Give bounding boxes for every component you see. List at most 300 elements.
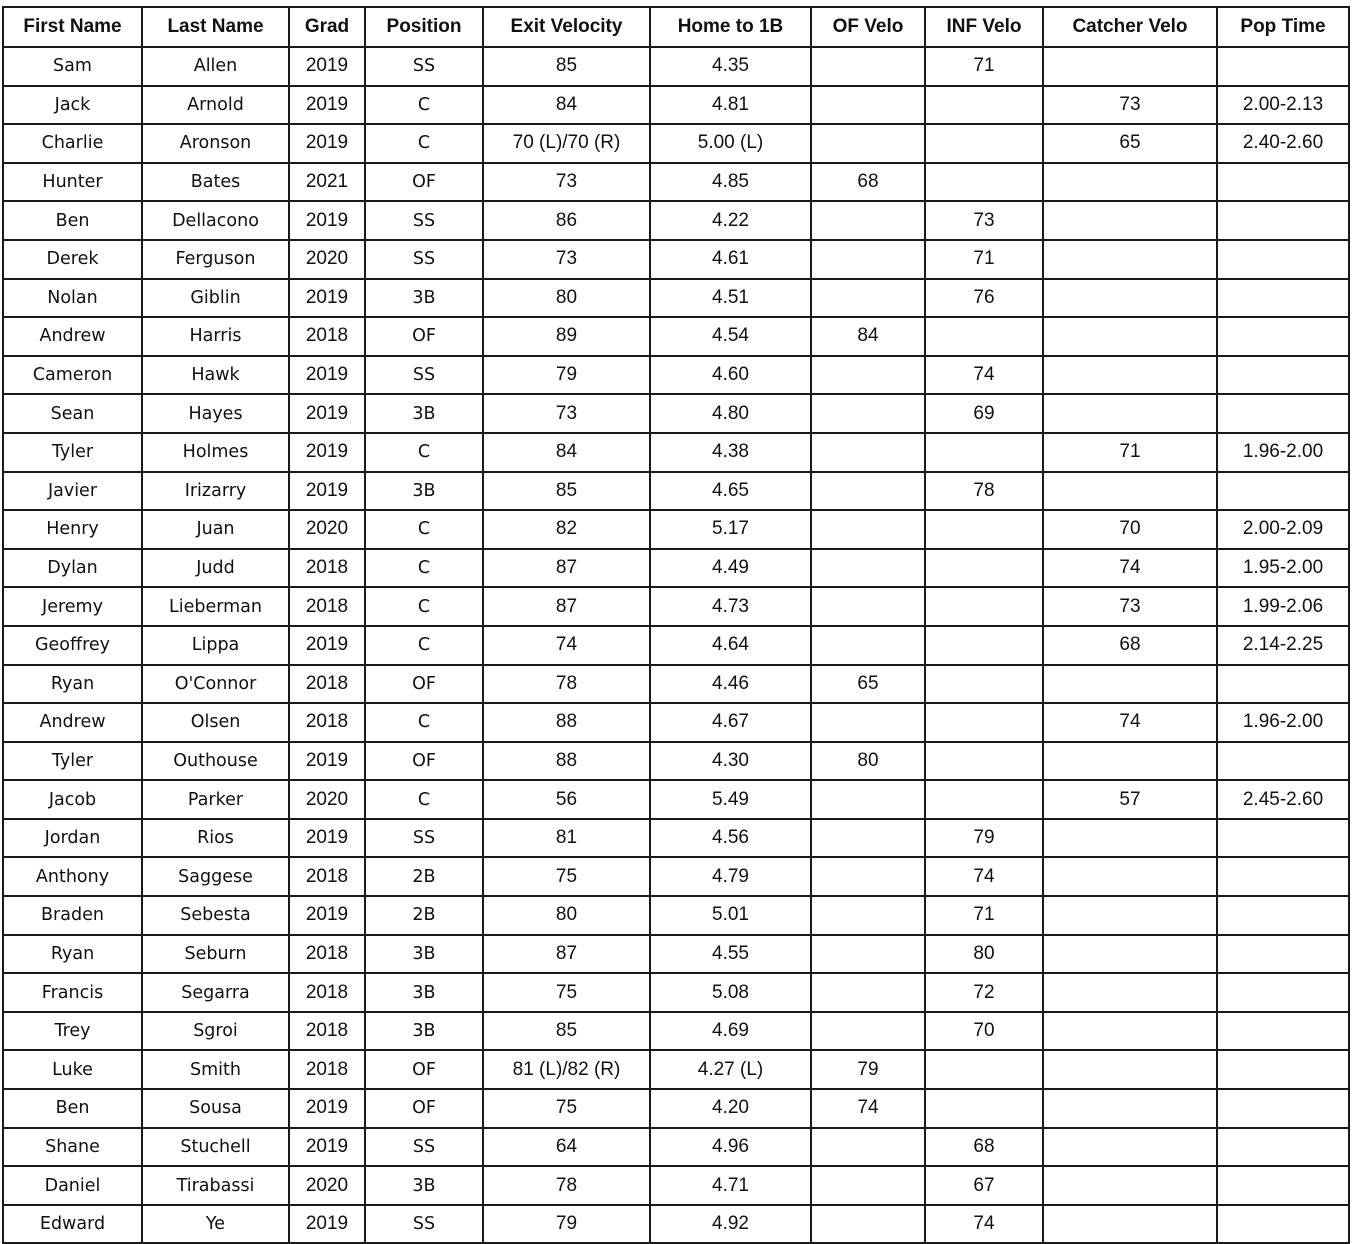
table-row	[3, 1012, 1349, 1051]
cell-inf-velo: 73	[925, 201, 1043, 240]
cell-catcher-velo	[1043, 819, 1217, 858]
column-header-of-velo: OF Velo	[811, 7, 925, 47]
cell-last-name: Sebesta	[142, 896, 289, 935]
table-row	[3, 1166, 1349, 1205]
cell-of-velo	[811, 780, 925, 819]
cell-last-name: Outhouse	[142, 742, 289, 781]
cell-exit-velocity: 89	[483, 317, 650, 356]
cell-of-velo	[811, 587, 925, 626]
cell-inf-velo: 71	[925, 896, 1043, 935]
column-header-pop-time: Pop Time	[1217, 7, 1349, 47]
cell-exit-velocity: 56	[483, 780, 650, 819]
cell-catcher-velo	[1043, 857, 1217, 896]
cell-pop-time	[1217, 356, 1349, 395]
cell-grad: 2020	[289, 240, 365, 279]
cell-of-velo	[811, 896, 925, 935]
cell-inf-velo	[925, 703, 1043, 742]
cell-inf-velo	[925, 433, 1043, 472]
cell-home-to-1b: 5.01	[650, 896, 811, 935]
table-row	[3, 935, 1349, 974]
cell-catcher-velo	[1043, 1050, 1217, 1089]
cell-catcher-velo: 70	[1043, 510, 1217, 549]
cell-grad: 2019	[289, 1205, 365, 1244]
cell-position: C	[365, 510, 483, 549]
cell-of-velo: 65	[811, 665, 925, 704]
column-header-first-name: First Name	[3, 7, 142, 47]
cell-inf-velo: 78	[925, 472, 1043, 511]
cell-exit-velocity: 84	[483, 433, 650, 472]
cell-home-to-1b: 4.27 (L)	[650, 1050, 811, 1089]
cell-inf-velo	[925, 780, 1043, 819]
cell-home-to-1b: 5.49	[650, 780, 811, 819]
cell-first-name: Charlie	[3, 124, 142, 163]
cell-home-to-1b: 4.73	[650, 587, 811, 626]
cell-grad: 2018	[289, 973, 365, 1012]
cell-catcher-velo: 74	[1043, 703, 1217, 742]
cell-pop-time: 2.00-2.13	[1217, 86, 1349, 125]
cell-home-to-1b: 4.80	[650, 394, 811, 433]
cell-catcher-velo: 71	[1043, 433, 1217, 472]
cell-pop-time	[1217, 857, 1349, 896]
cell-position: 2B	[365, 896, 483, 935]
cell-home-to-1b: 4.85	[650, 163, 811, 202]
cell-of-velo: 79	[811, 1050, 925, 1089]
cell-inf-velo: 68	[925, 1128, 1043, 1167]
cell-first-name: Trey	[3, 1012, 142, 1051]
cell-exit-velocity: 88	[483, 703, 650, 742]
cell-last-name: Segarra	[142, 973, 289, 1012]
table-row	[3, 819, 1349, 858]
cell-exit-velocity: 73	[483, 394, 650, 433]
cell-position: 3B	[365, 973, 483, 1012]
cell-last-name: Tirabassi	[142, 1166, 289, 1205]
table-row	[3, 394, 1349, 433]
cell-position: SS	[365, 356, 483, 395]
cell-position: 3B	[365, 1012, 483, 1051]
cell-exit-velocity: 78	[483, 1166, 650, 1205]
cell-of-velo	[811, 201, 925, 240]
cell-grad: 2019	[289, 472, 365, 511]
cell-inf-velo: 67	[925, 1166, 1043, 1205]
cell-exit-velocity: 87	[483, 587, 650, 626]
cell-of-velo: 74	[811, 1089, 925, 1128]
cell-catcher-velo	[1043, 1089, 1217, 1128]
cell-exit-velocity: 75	[483, 973, 650, 1012]
cell-position: C	[365, 626, 483, 665]
cell-home-to-1b: 4.71	[650, 1166, 811, 1205]
cell-catcher-velo: 65	[1043, 124, 1217, 163]
cell-grad: 2019	[289, 201, 365, 240]
cell-of-velo	[811, 510, 925, 549]
cell-first-name: Sean	[3, 394, 142, 433]
cell-exit-velocity: 70 (L)/70 (R)	[483, 124, 650, 163]
cell-home-to-1b: 4.20	[650, 1089, 811, 1128]
cell-last-name: O'Connor	[142, 665, 289, 704]
cell-inf-velo	[925, 587, 1043, 626]
cell-catcher-velo	[1043, 1205, 1217, 1244]
cell-inf-velo: 76	[925, 279, 1043, 318]
cell-catcher-velo	[1043, 1012, 1217, 1051]
cell-position: C	[365, 587, 483, 626]
cell-of-velo	[811, 472, 925, 511]
column-header-home-to-1b: Home to 1B	[650, 7, 811, 47]
table-row	[3, 587, 1349, 626]
cell-grad: 2019	[289, 394, 365, 433]
cell-pop-time	[1217, 896, 1349, 935]
cell-pop-time: 1.95-2.00	[1217, 549, 1349, 588]
cell-exit-velocity: 75	[483, 1089, 650, 1128]
cell-last-name: Seburn	[142, 935, 289, 974]
cell-exit-velocity: 80	[483, 896, 650, 935]
cell-first-name: Luke	[3, 1050, 142, 1089]
cell-catcher-velo	[1043, 163, 1217, 202]
cell-grad: 2019	[289, 124, 365, 163]
cell-exit-velocity: 78	[483, 665, 650, 704]
cell-exit-velocity: 87	[483, 935, 650, 974]
cell-last-name: Juan	[142, 510, 289, 549]
cell-last-name: Arnold	[142, 86, 289, 125]
cell-position: SS	[365, 201, 483, 240]
cell-of-velo	[811, 973, 925, 1012]
cell-position: C	[365, 703, 483, 742]
cell-position: C	[365, 86, 483, 125]
cell-grad: 2019	[289, 896, 365, 935]
cell-last-name: Judd	[142, 549, 289, 588]
cell-inf-velo	[925, 549, 1043, 588]
cell-position: 3B	[365, 935, 483, 974]
cell-home-to-1b: 4.67	[650, 703, 811, 742]
cell-last-name: Stuchell	[142, 1128, 289, 1167]
cell-first-name: Tyler	[3, 433, 142, 472]
table-row	[3, 780, 1349, 819]
table-row	[3, 163, 1349, 202]
cell-of-velo	[811, 935, 925, 974]
table-row	[3, 626, 1349, 665]
cell-home-to-1b: 5.00 (L)	[650, 124, 811, 163]
cell-inf-velo	[925, 317, 1043, 356]
cell-pop-time	[1217, 201, 1349, 240]
cell-of-velo	[811, 626, 925, 665]
table-row	[3, 1205, 1349, 1244]
cell-grad: 2018	[289, 703, 365, 742]
table-row	[3, 549, 1349, 588]
cell-inf-velo	[925, 86, 1043, 125]
cell-of-velo	[811, 394, 925, 433]
table-row	[3, 472, 1349, 511]
cell-pop-time	[1217, 1205, 1349, 1244]
cell-last-name: Lieberman	[142, 587, 289, 626]
cell-pop-time	[1217, 665, 1349, 704]
cell-grad: 2020	[289, 510, 365, 549]
table-body	[3, 47, 1349, 1243]
cell-first-name: Daniel	[3, 1166, 142, 1205]
cell-last-name: Harris	[142, 317, 289, 356]
cell-home-to-1b: 4.51	[650, 279, 811, 318]
cell-grad: 2019	[289, 356, 365, 395]
table-row	[3, 703, 1349, 742]
player-stats-table	[2, 6, 1350, 1244]
cell-position: 3B	[365, 394, 483, 433]
cell-grad: 2018	[289, 317, 365, 356]
cell-catcher-velo	[1043, 665, 1217, 704]
cell-exit-velocity: 82	[483, 510, 650, 549]
cell-inf-velo	[925, 626, 1043, 665]
cell-of-velo	[811, 549, 925, 588]
cell-exit-velocity: 80	[483, 279, 650, 318]
cell-pop-time: 1.96-2.00	[1217, 433, 1349, 472]
cell-home-to-1b: 4.81	[650, 86, 811, 125]
table-row	[3, 742, 1349, 781]
cell-last-name: Hawk	[142, 356, 289, 395]
cell-first-name: Hunter	[3, 163, 142, 202]
cell-last-name: Allen	[142, 47, 289, 86]
table-row	[3, 124, 1349, 163]
table-row	[3, 1089, 1349, 1128]
table-row	[3, 279, 1349, 318]
cell-position: SS	[365, 819, 483, 858]
cell-position: SS	[365, 1205, 483, 1244]
cell-first-name: Braden	[3, 896, 142, 935]
cell-inf-velo: 74	[925, 356, 1043, 395]
cell-first-name: Jacob	[3, 780, 142, 819]
cell-last-name: Rios	[142, 819, 289, 858]
cell-first-name: Nolan	[3, 279, 142, 318]
cell-inf-velo	[925, 742, 1043, 781]
cell-first-name: Ben	[3, 201, 142, 240]
cell-last-name: Irizarry	[142, 472, 289, 511]
cell-pop-time	[1217, 47, 1349, 86]
cell-catcher-velo	[1043, 1128, 1217, 1167]
cell-last-name: Lippa	[142, 626, 289, 665]
table-row	[3, 356, 1349, 395]
cell-pop-time	[1217, 279, 1349, 318]
cell-home-to-1b: 4.46	[650, 665, 811, 704]
cell-exit-velocity: 88	[483, 742, 650, 781]
cell-last-name: Giblin	[142, 279, 289, 318]
column-header-exit-velocity: Exit Velocity	[483, 7, 650, 47]
cell-catcher-velo	[1043, 935, 1217, 974]
cell-of-velo: 84	[811, 317, 925, 356]
cell-home-to-1b: 4.96	[650, 1128, 811, 1167]
cell-pop-time	[1217, 394, 1349, 433]
table-row	[3, 433, 1349, 472]
cell-first-name: Ryan	[3, 935, 142, 974]
cell-position: OF	[365, 163, 483, 202]
cell-catcher-velo	[1043, 1166, 1217, 1205]
cell-first-name: Jordan	[3, 819, 142, 858]
cell-exit-velocity: 79	[483, 1205, 650, 1244]
cell-first-name: Andrew	[3, 703, 142, 742]
cell-position: C	[365, 124, 483, 163]
cell-first-name: Cameron	[3, 356, 142, 395]
cell-exit-velocity: 79	[483, 356, 650, 395]
cell-inf-velo	[925, 665, 1043, 704]
cell-inf-velo: 74	[925, 857, 1043, 896]
cell-of-velo	[811, 47, 925, 86]
cell-pop-time: 1.99-2.06	[1217, 587, 1349, 626]
cell-grad: 2019	[289, 433, 365, 472]
cell-last-name: Ferguson	[142, 240, 289, 279]
column-header-inf-velo: INF Velo	[925, 7, 1043, 47]
cell-first-name: Edward	[3, 1205, 142, 1244]
cell-home-to-1b: 4.65	[650, 472, 811, 511]
cell-position: SS	[365, 1128, 483, 1167]
table-row	[3, 510, 1349, 549]
cell-home-to-1b: 4.61	[650, 240, 811, 279]
cell-position: OF	[365, 665, 483, 704]
cell-last-name: Dellacono	[142, 201, 289, 240]
cell-exit-velocity: 85	[483, 1012, 650, 1051]
cell-last-name: Bates	[142, 163, 289, 202]
cell-catcher-velo: 57	[1043, 780, 1217, 819]
cell-first-name: Jeremy	[3, 587, 142, 626]
cell-first-name: Geoffrey	[3, 626, 142, 665]
cell-catcher-velo	[1043, 201, 1217, 240]
cell-inf-velo	[925, 124, 1043, 163]
cell-grad: 2018	[289, 935, 365, 974]
cell-first-name: Derek	[3, 240, 142, 279]
cell-first-name: Sam	[3, 47, 142, 86]
cell-home-to-1b: 4.54	[650, 317, 811, 356]
cell-home-to-1b: 4.38	[650, 433, 811, 472]
cell-exit-velocity: 73	[483, 240, 650, 279]
cell-of-velo	[811, 356, 925, 395]
cell-last-name: Smith	[142, 1050, 289, 1089]
cell-of-velo	[811, 279, 925, 318]
cell-inf-velo: 70	[925, 1012, 1043, 1051]
cell-last-name: Aronson	[142, 124, 289, 163]
cell-catcher-velo	[1043, 742, 1217, 781]
cell-of-velo	[811, 124, 925, 163]
cell-position: OF	[365, 317, 483, 356]
cell-catcher-velo	[1043, 394, 1217, 433]
table-row	[3, 1050, 1349, 1089]
cell-catcher-velo: 73	[1043, 86, 1217, 125]
cell-first-name: Dylan	[3, 549, 142, 588]
cell-home-to-1b: 4.64	[650, 626, 811, 665]
cell-catcher-velo	[1043, 973, 1217, 1012]
cell-of-velo	[811, 819, 925, 858]
cell-home-to-1b: 4.35	[650, 47, 811, 86]
cell-of-velo	[811, 433, 925, 472]
table-row	[3, 86, 1349, 125]
cell-inf-velo: 71	[925, 240, 1043, 279]
cell-exit-velocity: 84	[483, 86, 650, 125]
cell-of-velo	[811, 240, 925, 279]
cell-of-velo	[811, 857, 925, 896]
cell-last-name: Holmes	[142, 433, 289, 472]
cell-first-name: Shane	[3, 1128, 142, 1167]
cell-pop-time	[1217, 1050, 1349, 1089]
cell-pop-time	[1217, 1128, 1349, 1167]
cell-position: SS	[365, 47, 483, 86]
cell-position: 3B	[365, 1166, 483, 1205]
cell-grad: 2019	[289, 742, 365, 781]
cell-position: C	[365, 549, 483, 588]
cell-catcher-velo	[1043, 472, 1217, 511]
cell-grad: 2018	[289, 1012, 365, 1051]
cell-of-velo	[811, 1128, 925, 1167]
column-header-last-name: Last Name	[142, 7, 289, 47]
cell-exit-velocity: 74	[483, 626, 650, 665]
column-header-grad: Grad	[289, 7, 365, 47]
cell-pop-time	[1217, 819, 1349, 858]
cell-first-name: Tyler	[3, 742, 142, 781]
cell-grad: 2019	[289, 1089, 365, 1128]
cell-first-name: Francis	[3, 973, 142, 1012]
cell-pop-time	[1217, 935, 1349, 974]
cell-last-name: Sousa	[142, 1089, 289, 1128]
cell-exit-velocity: 64	[483, 1128, 650, 1167]
cell-pop-time	[1217, 1012, 1349, 1051]
cell-last-name: Olsen	[142, 703, 289, 742]
cell-grad: 2019	[289, 47, 365, 86]
cell-position: OF	[365, 1050, 483, 1089]
cell-first-name: Javier	[3, 472, 142, 511]
table-row	[3, 973, 1349, 1012]
cell-home-to-1b: 5.17	[650, 510, 811, 549]
cell-grad: 2019	[289, 819, 365, 858]
cell-home-to-1b: 5.08	[650, 973, 811, 1012]
cell-first-name: Jack	[3, 86, 142, 125]
cell-catcher-velo	[1043, 47, 1217, 86]
cell-home-to-1b: 4.49	[650, 549, 811, 588]
cell-of-velo	[811, 1012, 925, 1051]
cell-catcher-velo	[1043, 279, 1217, 318]
cell-pop-time	[1217, 472, 1349, 511]
cell-catcher-velo: 73	[1043, 587, 1217, 626]
cell-grad: 2020	[289, 1166, 365, 1205]
cell-home-to-1b: 4.56	[650, 819, 811, 858]
table-row	[3, 47, 1349, 86]
cell-exit-velocity: 87	[483, 549, 650, 588]
cell-catcher-velo	[1043, 317, 1217, 356]
cell-position: 3B	[365, 472, 483, 511]
cell-of-velo	[811, 1166, 925, 1205]
cell-inf-velo: 80	[925, 935, 1043, 974]
table-row	[3, 665, 1349, 704]
cell-inf-velo	[925, 510, 1043, 549]
cell-inf-velo: 69	[925, 394, 1043, 433]
cell-home-to-1b: 4.30	[650, 742, 811, 781]
cell-grad: 2020	[289, 780, 365, 819]
cell-inf-velo: 79	[925, 819, 1043, 858]
cell-pop-time	[1217, 973, 1349, 1012]
cell-position: OF	[365, 1089, 483, 1128]
cell-exit-velocity: 85	[483, 472, 650, 511]
cell-inf-velo	[925, 1050, 1043, 1089]
cell-first-name: Ryan	[3, 665, 142, 704]
cell-catcher-velo: 74	[1043, 549, 1217, 588]
cell-pop-time: 2.40-2.60	[1217, 124, 1349, 163]
cell-home-to-1b: 4.79	[650, 857, 811, 896]
cell-home-to-1b: 4.92	[650, 1205, 811, 1244]
cell-home-to-1b: 4.69	[650, 1012, 811, 1051]
column-header-catcher-velo: Catcher Velo	[1043, 7, 1217, 47]
cell-exit-velocity: 75	[483, 857, 650, 896]
cell-position: OF	[365, 742, 483, 781]
cell-of-velo: 68	[811, 163, 925, 202]
cell-catcher-velo	[1043, 356, 1217, 395]
cell-pop-time: 2.45-2.60	[1217, 780, 1349, 819]
cell-grad: 2018	[289, 665, 365, 704]
cell-last-name: Parker	[142, 780, 289, 819]
table-row	[3, 240, 1349, 279]
cell-home-to-1b: 4.22	[650, 201, 811, 240]
cell-grad: 2018	[289, 1050, 365, 1089]
cell-pop-time	[1217, 1166, 1349, 1205]
cell-home-to-1b: 4.60	[650, 356, 811, 395]
